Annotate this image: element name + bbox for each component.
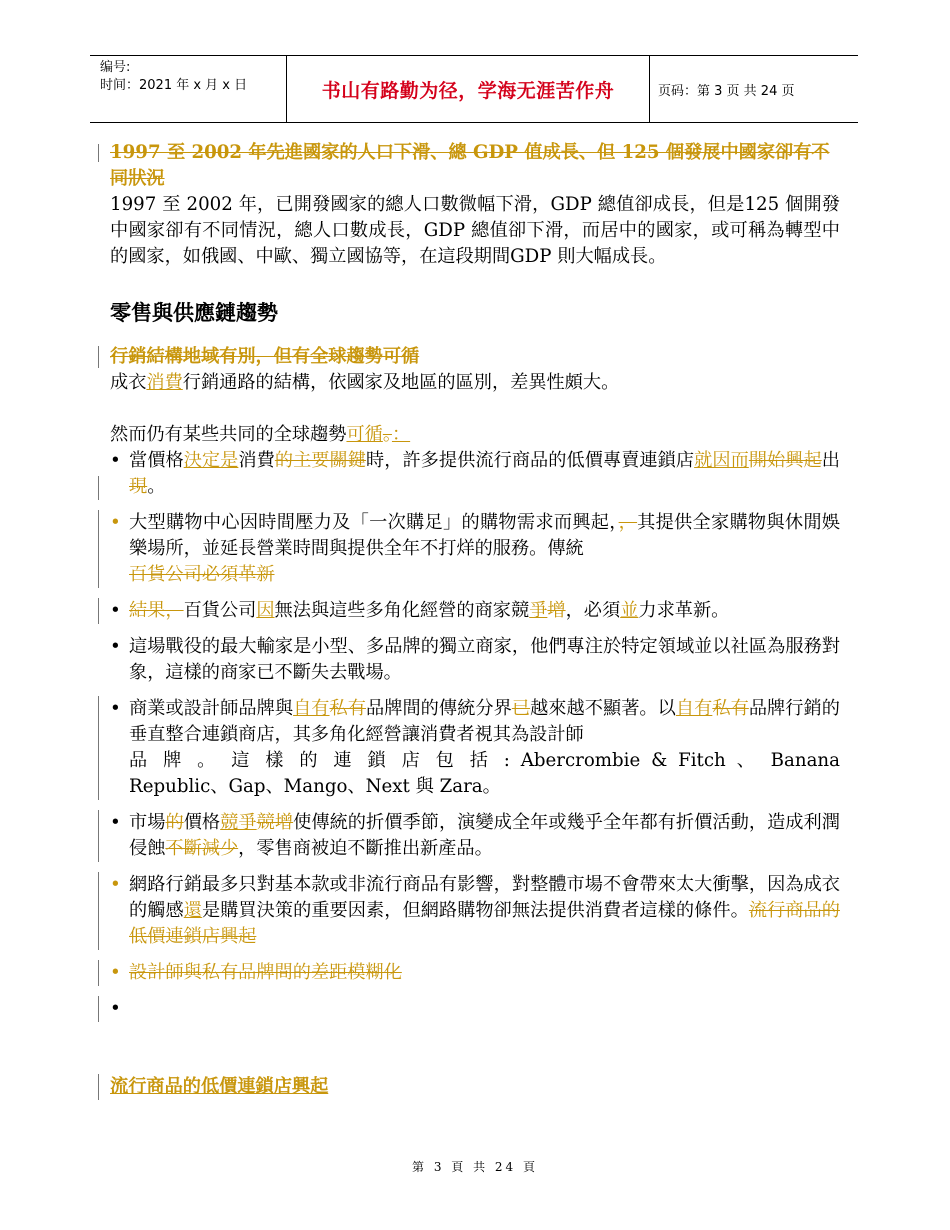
text: 出 <box>821 450 840 471</box>
deleted-heading: 1997 至 2002 年先進國家的人口下滑、總 GDP 值成長、但 125 個發展中國家卻有不同狀況 <box>110 142 830 189</box>
header-page-info: 页码：第 3 页 共 24 页 <box>658 84 795 99</box>
change-bar <box>98 476 99 500</box>
deleted-text: 開始興起 <box>748 450 822 471</box>
bullet-icon: • <box>110 698 121 719</box>
deleted-text: 現 <box>129 476 148 497</box>
inserted-text: 消費 <box>146 372 183 393</box>
text: 這場戰役的最大輸家是小型、多品牌的獨立商家，他們專注於特定領域並以社區為服務對象，這樣的商家已不斷失去戰場。 <box>129 636 840 683</box>
header-meta <box>100 59 285 95</box>
text: 是購買決策的重要因素，但網路購物卻無法提供消費者這樣的條件。 <box>201 900 749 921</box>
inserted-text: 自有 <box>293 698 330 719</box>
list-item <box>110 996 840 1022</box>
list-item <box>110 634 840 686</box>
list-item <box>110 960 840 986</box>
text: 市場 <box>129 812 166 833</box>
deleted-text: 設計師與私有品牌間的差距模糊化 <box>129 962 402 983</box>
document-body <box>110 140 840 1100</box>
section-gdp <box>110 140 840 270</box>
deleted-text: 私有 <box>712 698 749 719</box>
text: 百貨公司 <box>183 600 257 621</box>
text-line: Republic、Gap、Mango、Next 與 Zara。 <box>129 776 501 797</box>
trend-list <box>110 448 840 1022</box>
deleted-text: 流行商品的低價連鎖店興起 <box>129 900 840 947</box>
header-divider <box>649 56 650 122</box>
change-bar <box>98 960 99 986</box>
paragraph <box>110 422 840 448</box>
page-footer: 第 3 頁 共 24 頁 <box>412 1160 538 1174</box>
change-bar <box>98 1074 99 1100</box>
text: 行銷通路的結構，依國家及地區的區別，差異性頗大。 <box>182 372 620 393</box>
paragraph: 1997 至 2002 年，已開發國家的總人口數微幅下滑，GDP 總值卻成長，但是125 個開發中國家卻有不同情況，總人口數成長，GDP 總值卻下滑，而居中的國家，或可稱為轉型中的國家，如俄國、中歐、獨立國協等，在這段期間GDP 則大幅成長。 <box>110 194 840 267</box>
inserted-text: 自有 <box>675 698 713 719</box>
list-item <box>110 510 840 588</box>
page-header <box>90 55 858 123</box>
number-label: 编号: <box>100 60 131 75</box>
change-bar <box>98 696 99 800</box>
text: 價格 <box>183 812 221 833</box>
inserted-text: 還 <box>183 900 202 921</box>
list-item <box>110 810 840 862</box>
inserted-text: 決定是 <box>183 450 239 471</box>
deleted-text: 百貨公司必須革新 <box>129 564 275 585</box>
inserted-text: 因 <box>256 600 275 621</box>
change-bar <box>98 144 99 162</box>
change-bar <box>98 872 99 950</box>
list-item <box>110 696 840 800</box>
text: 然而仍有某些共同的全球趨勢 <box>110 424 347 445</box>
text: 當價格 <box>129 450 184 471</box>
text: ，必須 <box>565 600 621 621</box>
text: 越來越不顯著。以 <box>530 698 676 719</box>
deleted-text: 的主要關鍵 <box>274 450 366 471</box>
inserted-text: ： <box>391 424 411 445</box>
inserted-text: 就因而 <box>694 450 749 471</box>
text: 使傳統的折價季節，演變成全年或幾乎全年都有折價活動，造成利潤侵蝕 <box>129 812 840 859</box>
paragraph <box>110 370 840 396</box>
list-item <box>110 448 840 500</box>
section-marketing <box>110 344 840 448</box>
deleted-text: 。 <box>382 424 392 445</box>
change-bar <box>98 510 99 588</box>
text: 成衣 <box>110 372 147 393</box>
deleted-heading: 行銷結構地域有別，但有全球趨勢可循 <box>110 346 420 367</box>
inserted-text: 可循 <box>346 424 383 445</box>
header-divider <box>286 56 287 122</box>
text: 網路行銷最多只對基本款或非流行商品有影響，對整體市場不會帶來太大衝擊，因為成衣的觸感 <box>129 874 840 921</box>
section-lowprice <box>110 1074 840 1100</box>
inserted-text: 爭 <box>529 600 548 621</box>
text: 力求革新。 <box>638 600 730 621</box>
deleted-text: 結果， <box>129 600 184 621</box>
inserted-heading: 流行商品的低價連鎖店興起 <box>110 1076 329 1097</box>
text: 大型購物中心因時間壓力及「一次購足」的購物需求而興起， <box>129 512 619 533</box>
change-bar <box>98 810 99 862</box>
text: ，零售商被迫不斷推出新產品。 <box>238 838 493 859</box>
deleted-text: 的 <box>165 812 184 833</box>
text: 商業或設計師品牌與 <box>129 698 294 719</box>
text: 品牌間的傳統分界 <box>366 698 512 719</box>
list-item <box>110 598 840 624</box>
deleted-text: 私有 <box>329 698 366 719</box>
text: 其提供全家購物與休閒娛樂場所，並延長營業時間與提供全年不打烊的服務。傳統 <box>129 512 840 559</box>
change-bar <box>98 996 99 1022</box>
inserted-text: 競爭 <box>220 812 257 833</box>
text: 無法與這些多角化經營的商家競 <box>274 600 530 621</box>
text: 。 <box>147 476 166 497</box>
time-label: 时间：2021 年 x 月 x 日 <box>100 78 248 93</box>
change-bar <box>98 346 99 368</box>
bullet-icon: • <box>110 962 121 983</box>
bullet-icon: • <box>110 874 121 895</box>
bullet-icon: • <box>110 812 121 833</box>
deleted-text: 增 <box>547 600 566 621</box>
text: 品牌行銷的垂直整合連鎖商店，其多角化經營讓消費者視其為設計師 <box>129 698 840 745</box>
bullet-icon: • <box>110 600 121 621</box>
bullet-icon: • <box>110 512 121 533</box>
change-bar <box>98 598 99 624</box>
inserted-text: 並 <box>620 600 639 621</box>
deleted-text: 不斷減少 <box>165 838 239 859</box>
deleted-text: ， <box>618 512 638 533</box>
deleted-text: 已 <box>511 698 531 719</box>
header-motto: 书山有路勤为径，学海无涯苦作舟 <box>321 80 615 102</box>
text: 消費 <box>238 450 275 471</box>
section-title: 零售與供應鏈趨勢 <box>110 300 278 325</box>
deleted-text: 競增 <box>256 812 294 833</box>
text: 時，許多提供流行商品的低價專賣連鎖店 <box>366 450 695 471</box>
list-item <box>110 872 840 950</box>
text-line: 品 牌 。 這 樣 的 連 鎖 店 包 括 : Abercrombie & Fitch 、 Banana <box>129 750 840 771</box>
bullet-icon: • <box>110 450 121 471</box>
bullet-icon: • <box>110 998 121 1019</box>
bullet-icon: • <box>110 636 121 657</box>
